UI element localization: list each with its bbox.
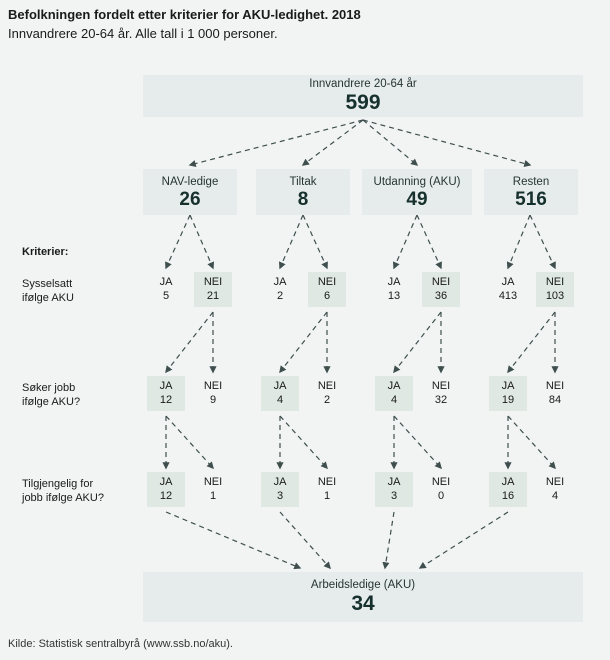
row-label-tilgjengelig-line1: Tilgjengelig for: [22, 478, 94, 490]
cell-sysselsatt-utdanning-nei[interactable]: [422, 272, 460, 307]
cell-value: 3: [390, 490, 398, 502]
cell-value: 0: [437, 490, 445, 502]
cell-soker-tiltak-nei[interactable]: [308, 376, 346, 411]
answer-label: NEI: [545, 276, 565, 288]
cell-value: 16: [501, 490, 515, 502]
answer-label: JA: [273, 276, 287, 288]
answer-label: JA: [501, 476, 515, 488]
row-label-sysselsatt-line2: ifølge AKU: [22, 292, 74, 304]
cell-value: 4: [551, 490, 559, 502]
node-label: Utdanning (AKU): [373, 175, 461, 188]
page-title: Befolkningen fordelt etter kriterier for AKU-ledighet. 2018: [8, 7, 361, 22]
answer-label: JA: [273, 380, 287, 392]
node-value: 49: [406, 188, 428, 210]
cell-value: 2: [276, 290, 284, 302]
node-value: 34: [351, 592, 375, 615]
row-label-tilgjengelig-line2: jobb ifølge AKU?: [22, 492, 104, 504]
answer-label: NEI: [317, 380, 337, 392]
answer-label: JA: [159, 476, 173, 488]
node-group-resten[interactable]: [484, 169, 578, 215]
answer-label: NEI: [431, 476, 451, 488]
cell-sysselsatt-tiltak-ja[interactable]: [261, 272, 299, 307]
answer-label: NEI: [431, 276, 451, 288]
cell-soker-utdanning-nei[interactable]: [422, 376, 460, 411]
answer-label: JA: [159, 380, 173, 392]
answer-label: NEI: [203, 276, 223, 288]
answer-label: NEI: [545, 380, 565, 392]
node-value: 516: [515, 188, 547, 210]
cell-value: 4: [276, 394, 284, 406]
row-label-sysselsatt-line1: Sysselsatt: [22, 278, 73, 290]
node-group-nav-ledige[interactable]: [143, 169, 237, 215]
answer-label: JA: [387, 380, 401, 392]
node-unemployed-aku[interactable]: [143, 572, 583, 622]
cell-sysselsatt-resten-ja[interactable]: [489, 272, 527, 307]
answer-label: JA: [387, 476, 401, 488]
cell-value: 4: [390, 394, 398, 406]
answer-label: NEI: [317, 276, 337, 288]
answer-label: JA: [501, 380, 515, 392]
node-total-immigrants[interactable]: [143, 75, 583, 117]
answer-label: NEI: [431, 380, 451, 392]
cell-soker-tiltak-ja[interactable]: [261, 376, 299, 411]
cell-value: 5: [162, 290, 170, 302]
cell-value: 6: [323, 290, 331, 302]
cell-sysselsatt-utdanning-ja[interactable]: [375, 272, 413, 307]
node-group-utdanning[interactable]: [362, 169, 472, 215]
cell-value: 1: [209, 490, 217, 502]
cell-value: 21: [206, 290, 220, 302]
cell-soker-resten-ja[interactable]: [489, 376, 527, 411]
cell-value: 12: [159, 394, 173, 406]
node-value: 8: [297, 188, 309, 210]
cell-value: 32: [434, 394, 448, 406]
cell-value: 13: [387, 290, 401, 302]
cell-sysselsatt-resten-nei[interactable]: [536, 272, 574, 307]
cell-tilgjengelig-utdanning-ja[interactable]: [375, 472, 413, 507]
node-group-tiltak[interactable]: [256, 169, 350, 215]
node-label: Resten: [512, 175, 550, 188]
row-label-criteria: Kriterier:: [22, 246, 69, 258]
row-label-soker-jobb-line1: Søker jobb: [22, 382, 76, 394]
answer-label: JA: [159, 276, 173, 288]
cell-soker-nav-ja[interactable]: [147, 376, 185, 411]
node-value: 599: [345, 91, 381, 114]
cell-value: 12: [159, 490, 173, 502]
cell-value: 19: [501, 394, 515, 406]
page-subtitle: Innvandrere 20-64 år. Alle tall i 1 000 personer.: [8, 26, 278, 41]
node-label: Innvandrere 20-64 år: [309, 78, 417, 90]
cell-soker-nav-nei[interactable]: [194, 376, 232, 411]
row-label-soker-jobb-line2: ifølge AKU?: [22, 396, 81, 408]
node-value: 26: [179, 188, 201, 210]
answer-label: NEI: [545, 476, 565, 488]
cell-tilgjengelig-resten-nei[interactable]: [536, 472, 574, 507]
answer-label: JA: [273, 476, 287, 488]
answer-label: NEI: [203, 476, 223, 488]
cell-value: 1: [323, 490, 331, 502]
cell-tilgjengelig-nav-nei[interactable]: [194, 472, 232, 507]
source-note: Kilde: Statistisk sentralbyrå (www.ssb.no/aku).: [8, 638, 233, 650]
cell-sysselsatt-nav-nei[interactable]: [194, 272, 232, 307]
answer-label: JA: [501, 276, 515, 288]
cell-tilgjengelig-nav-ja[interactable]: [147, 472, 185, 507]
answer-label: NEI: [203, 380, 223, 392]
cell-value: 36: [434, 290, 448, 302]
cell-value: 2: [323, 394, 331, 406]
node-label: Arbeidsledige (AKU): [310, 579, 416, 591]
answer-label: JA: [387, 276, 401, 288]
cell-tilgjengelig-tiltak-nei[interactable]: [308, 472, 346, 507]
cell-value: 3: [276, 490, 284, 502]
answer-label: NEI: [317, 476, 337, 488]
node-label: Tiltak: [289, 175, 317, 188]
cell-soker-utdanning-ja[interactable]: [375, 376, 413, 411]
cell-tilgjengelig-utdanning-nei[interactable]: [422, 472, 460, 507]
cell-value: 413: [498, 290, 518, 302]
cell-value: 103: [545, 290, 565, 302]
cell-sysselsatt-nav-ja[interactable]: [147, 272, 185, 307]
node-label: NAV-ledige: [161, 175, 219, 188]
cell-value: 9: [209, 394, 217, 406]
cell-soker-resten-nei[interactable]: [536, 376, 574, 411]
cell-sysselsatt-tiltak-nei[interactable]: [308, 272, 346, 307]
cell-tilgjengelig-resten-ja[interactable]: [489, 472, 527, 507]
cell-tilgjengelig-tiltak-ja[interactable]: [261, 472, 299, 507]
cell-value: 84: [548, 394, 562, 406]
